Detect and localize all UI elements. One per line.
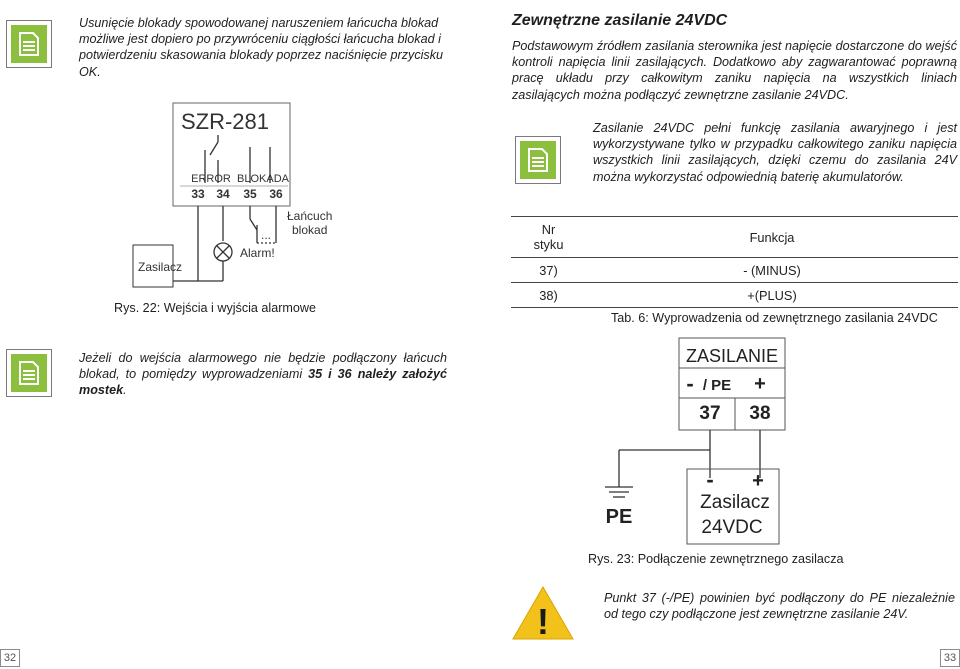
- header-nr: Nr styku: [511, 217, 586, 258]
- terminal-35: 35: [243, 187, 257, 201]
- minus-sign: -: [686, 371, 694, 396]
- plus-sign: +: [754, 373, 766, 395]
- alarm-wiring-diagram: [120, 95, 360, 310]
- warning-text: Punkt 37 (-/PE) powinien być podłączony do PE niezależnie od tego czy podłączone jest zewnętrzne zasilanie 24V.: [604, 591, 955, 622]
- intro-text-left: Usunięcie blokady spowodowanej naruszeniem łańcucha blokad możliwe jest dopiero po przywróceniu ciągłości łańcucha blokad i potwierdzeniu skasowania blokady poprzez naciśnięcie przycisku OK.: [79, 16, 444, 79]
- ps-minus: -: [706, 467, 714, 492]
- header-function: Funkcja: [586, 217, 958, 258]
- note-icon: [6, 349, 52, 397]
- ps-label-1: Zasilacz: [700, 492, 770, 513]
- table-cell-function: +(PLUS): [586, 283, 958, 308]
- terminal-37: 37: [699, 403, 721, 424]
- terminal-33: 33: [191, 187, 205, 201]
- note-text-right: Zasilanie 24VDC pełni funkcję zasilania awaryjnego i jest wykorzystywane tylko w przypadku całkowitego zaniku napięcia wszystkich linii zasilających, dzięki czemu do zasilania 24V można wykorzystać odpowiednią baterię akumulatorów.: [593, 121, 957, 184]
- warning-triangle-icon: [511, 585, 575, 641]
- pinout-table: [511, 217, 958, 308]
- table-cell-nr: 37): [511, 258, 586, 283]
- pe-slash-label: / PE: [702, 377, 732, 394]
- chain-label-1: Łańcuch: [287, 209, 333, 223]
- label-error: ERROR: [191, 173, 231, 185]
- page-number-right: 33: [940, 649, 960, 667]
- ps-plus: +: [752, 470, 764, 492]
- lamp-icon: [214, 243, 232, 261]
- note-text-left: Jeżeli do wejścia alarmowego nie będzie podłączony łańcuch blokad, to pomiędzy wyprowadzeniami 35 i 36 należy założyć mostek.: [79, 351, 448, 398]
- chain-dots: ...: [260, 228, 272, 242]
- note-document-icon: [516, 137, 560, 183]
- device-name: SZR-281: [180, 109, 270, 134]
- table-caption: Tab. 6: Wyprowadzenia od zewnętrznego zasilania 24VDC: [611, 311, 938, 325]
- intro-text-right: Podstawowym źródłem zasilania sterownika jest napięcie dostarczone do wejść kontroli napięcia linii zasilających. Dodatkowo aby zagwarantować poprawną pracę układu przy całkowitym zaniku napięcia na wszystkich liniach zasilających można podłączyć zewnętrzne zasilanie 24VDC.: [512, 39, 957, 102]
- supply-block-title: ZASILANIE: [685, 346, 779, 366]
- ps-label-2: 24VDC: [701, 517, 763, 538]
- note-icon: [6, 20, 52, 68]
- note-icon: [515, 136, 561, 184]
- table-row: [511, 283, 958, 308]
- figure-caption-23: Rys. 23: Podłączenie zewnętrznego zasilacza: [588, 552, 844, 566]
- pinout-table-wrapper: [511, 216, 958, 308]
- figure-caption-22: Rys. 22: Wejścia i wyjścia alarmowe: [114, 301, 317, 315]
- warning-symbol: !: [537, 601, 549, 641]
- terminal-36: 36: [269, 187, 283, 201]
- table-cell-nr: 38): [511, 283, 586, 308]
- note-document-icon: [7, 21, 51, 67]
- page-number-left: 32: [0, 649, 20, 667]
- table-cell-function: - (MINUS): [586, 258, 958, 283]
- chain-label-2: blokad: [292, 223, 328, 237]
- pe-label: PE: [605, 506, 633, 528]
- terminal-38: 38: [749, 403, 771, 424]
- table-header-row: [511, 217, 958, 258]
- zasilacz-label: Zasilacz: [138, 260, 183, 274]
- table-row: [511, 258, 958, 283]
- label-blokada: BLOKADA: [237, 173, 289, 185]
- terminal-34: 34: [216, 187, 230, 201]
- ground-icon: [605, 487, 633, 497]
- section-title: Zewnętrzne zasilanie 24VDC: [512, 12, 728, 29]
- power-supply-diagram: [595, 335, 810, 550]
- note-document-icon: [7, 350, 51, 396]
- alarm-label: Alarm!: [240, 246, 275, 260]
